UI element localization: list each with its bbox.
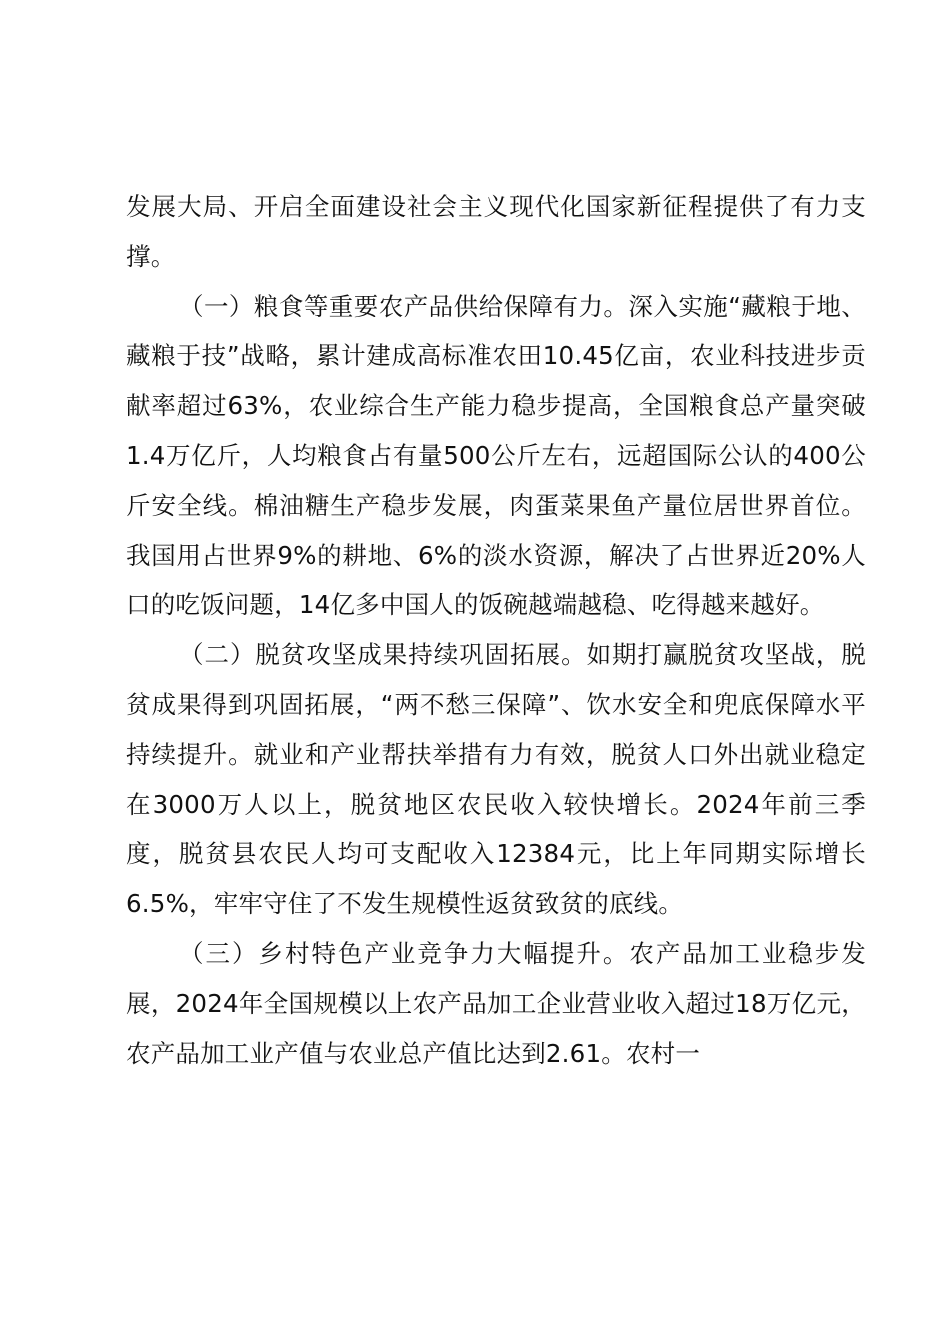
body-text xyxy=(126,182,866,1078)
paragraph-continuation: 发展大局、开启全面建设社会主义现代化国家新征程提供了有力支撑。 xyxy=(126,192,866,271)
paragraph-grain-supply: （一）粮食等重要农产品供给保障有力。深入实施“藏粮于地、藏粮于技”战略，累计建成高标准农田10.45亿亩，农业科技进步贡献率超过63%，农业综合生产能力稳步提高，全国粮食总产量突破1.4万亿斤，人均粮食占有量500公斤左右，远超国际公认的400公斤安全线。棉油糖生产稳步发展，肉蛋菜果鱼产量位居世界首位。我国用占世界9%的耕地、6%的淡水资源，解决了占世界近20%人口的吃饭问题，14亿多中国人的饭碗越端越稳、吃得越来越好。 xyxy=(126,291,866,620)
paragraph-poverty-alleviation: （二）脱贫攻坚成果持续巩固拓展。如期打赢脱贫攻坚战，脱贫成果得到巩固拓展，“两不愁三保障”、饮水安全和兜底保障水平持续提升。就业和产业帮扶举措有力有效，脱贫人口外出就业稳定在3000万人以上，脱贫地区农民收入较快增长。2024年前三季度，脱贫县农民人均可支配收入12384元，比上年同期实际增长6.5%，牢牢守住了不发生规模性返贫致贫的底线。 xyxy=(126,640,866,919)
paragraph-rural-industry: （三）乡村特色产业竞争力大幅提升。农产品加工业稳步发展，2024年全国规模以上农产品加工企业营业收入超过18万亿元，农产品加工业产值与农业总产值比达到2.61。农村一 xyxy=(126,938,866,1068)
